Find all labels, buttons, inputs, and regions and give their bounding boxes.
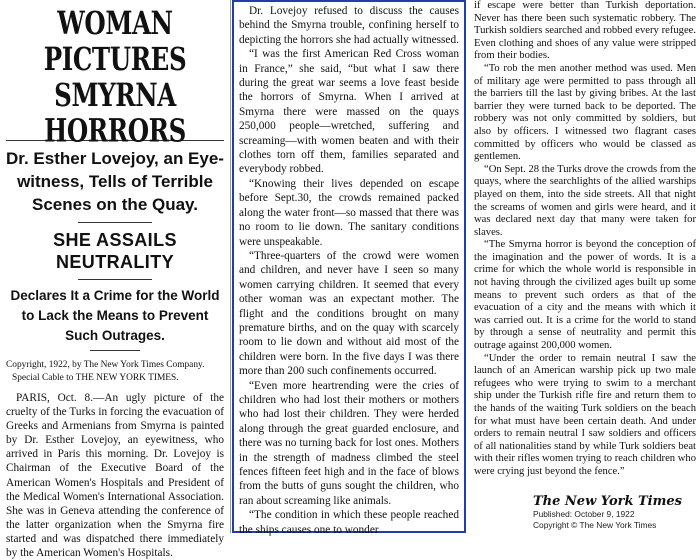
masthead-copyright: Copyright © The New York Times — [533, 519, 657, 530]
column-right — [470, 0, 700, 533]
deck-crime: Declares It a Crime for the World to Lack the Means to Prevent Such Outrages. — [10, 288, 220, 343]
main-headline-line1: WOMAN PICTURES — [43, 4, 187, 78]
deck-eyewitness: Dr. Esther Lovejoy, an Eye-witness, Tells of Terrible Scenes on the Quay. — [6, 149, 224, 214]
paragraph: “The Smyrna horror is beyond the conception of the imagination and the power of words. It is a crime for which the whole world is responsible in not having through the civilized ages built up some means to prevent such orders as that of the evacuation of a city and the means with which it was carried out. It is a crime for the world to stand by through a sense of neutrality and permit this outrage against 200,000 women. — [474, 239, 696, 352]
article-body-middle — [239, 4, 459, 537]
column-left — [0, 0, 231, 560]
special-cable-line: Special Cable to THE NEW YORK TIMES. — [12, 373, 179, 383]
paragraph: Dr. Lovejoy refused to discuss the causes behind the Smyrna trouble, confining herself to depicting the horrors she had actually witnessed. — [239, 5, 459, 46]
paragraph: PARIS, Oct. 8.—An ugly picture of the cruelty of the Turks in forcing the evacuation of Greeks and Armenians from Smyrna is painted by Dr. Esther Lovejoy, an eyewitness, who arrived in Paris this morning. Dr. Lovejoy is Chairman of the Executive Board of the American Women's Hospitals and President of the Medical Women's International Association. She was in Geneva attending the conference of the latter organization when the Smyrna fire started and was dispatched there immediately by the American Women's Hospitals. — [6, 392, 224, 560]
paragraph: “The condition in which these people reached the ships causes one to wonder — [239, 509, 459, 536]
credit-line — [6, 359, 224, 385]
divider — [78, 279, 152, 280]
paragraph: “Three-quarters of the crowd were women and children, and never have I seen so many women carrying children. It seemed that every other woman was an expectant mother. The flight and the conditions brought on many premature births, and on the quay with scarcely room to lie down and without aid most of the children were born. In the five days I was there more than 200 such confinements occurred. — [239, 249, 459, 378]
paragraph: “On Sept. 28 the Turks drove the crowds from the quays, where the searchlights of the allied warships played on them, into the side streets. All that night the screams of women and girls were heard, and it was declared next day that many were taken for slaves. — [474, 163, 696, 238]
article-body-right — [474, 0, 696, 479]
paragraph: “Even more heartrending were the cries of children who had lost their mothers or mothers who had lost their children. They were herded along through the great guarded enclosure, and there was no turning back for lost ones. Mothers in the strength of madness climbed the steel fences fifteen feet high and in the face of blows from the butts of guns sought the children, who ran about screaming like animals. — [239, 379, 459, 507]
divider — [78, 222, 152, 223]
copyright-line: Copyright, 1922, by The New York Times Company. — [6, 360, 205, 370]
paragraph: “Under the order to remain neutral I saw the launch of an American warship pick up two male refugees who were trying to swim to a merchant ship under the Turkish rifle fire and return them to the hands of the waiting Turk soldiers on the beach for what must have been certain death. And under orders to remain neutral I saw soldiers and officers of all nationalities stand by while Turk soldiers beat with their rifles women trying to reach children who were crying just beyond the fence.” — [474, 352, 696, 477]
paragraph: if escape were better than Turkish deportation. Never has there been such systematic robbery. The Turkish soldiers searched and robbed every refugee. Even clothing and shoes of any value were stripped from their bodies. — [474, 0, 696, 62]
column-middle — [232, 0, 466, 536]
paragraph: “I was the first American Red Cross woman in France,” she said, “but what I saw there during the great war seems a love feast beside the horrors of Smyrna. When I arrived at Smyrna there were massed on the quays 250,000 people—wretched, suffering and screaming—with women beaten and with their clothes torn off them, families separated and everybody robbed. — [239, 48, 459, 176]
published-date: Published: October 9, 1922 — [533, 509, 635, 519]
divider — [90, 350, 140, 351]
paragraph: “Knowing their lives depended on escape before Sept.30, the crowds remained packed along the water front—so massed that there was no room to lie down. The sanitary conditions were unspeakable. — [239, 177, 459, 248]
paragraph: “To rob the men another method was used. Men of military age were permitted to pass through all the barriers till the last by giving bribes. At the last barrier they were turned back to be deported. The robbery was not only committed by soldiers, but also by officers. I witnessed two flagrant cases committed by officers who would be classed as gentlemen. — [474, 62, 696, 163]
deck-neutrality: SHE ASSAILS NEUTRALITY — [53, 230, 177, 272]
main-headline-line2: SMYRNA HORRORS — [44, 76, 186, 150]
nyt-logo: The New York Times — [533, 494, 682, 509]
article-body-left — [6, 391, 224, 560]
main-headline — [0, 6, 230, 149]
masthead — [533, 494, 697, 530]
